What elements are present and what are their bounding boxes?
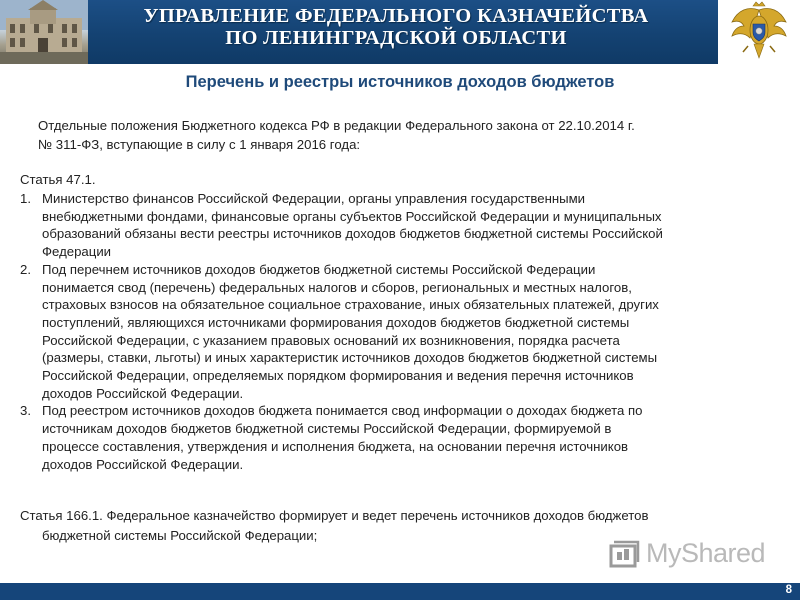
list-item-line: источникам доходов бюджетов бюджетной системы Российской Федерации, формируемой в xyxy=(42,421,612,437)
page-number: 8 xyxy=(785,584,792,596)
list-item-line: (размеры, ставки, льготы) и иных характеристик источников доходов бюджетов бюджетной системы xyxy=(42,350,658,366)
list-item-line: страховых взносов на обязательное социальное страхование, иных обязательных платежей, других xyxy=(42,297,659,313)
list-item-line: доходов Российской Федерации. xyxy=(42,456,244,472)
article-166-line: бюджетной системы Российской Федерации; xyxy=(42,528,318,543)
list-item-number: 1. xyxy=(20,191,31,206)
watermark-text: MyShared xyxy=(646,538,766,568)
list-item xyxy=(20,402,780,473)
list-item-line: поступлений, являющихся источниками формирования доходов бюджетов бюджетной системы xyxy=(42,314,630,330)
slide-title: Перечень и реестры источников доходов бюджетов xyxy=(185,73,615,91)
intro-paragraph xyxy=(38,116,768,154)
list-item xyxy=(20,261,780,403)
article-166-line: Статья 166.1. Федеральное казначейство формирует и ведет перечень источников доходов бюджетов xyxy=(20,508,649,523)
list-item-line: образований обязаны вести реестры источников доходов бюджетов бюджетной системы Российской xyxy=(42,226,663,242)
watermark xyxy=(606,537,766,571)
list-item-line: Российской Федерации, определяемых порядком формирования и ведения перечня источников xyxy=(42,368,634,384)
header-banner xyxy=(0,0,800,64)
list-item-line: Под реестром источников доходов бюджета понимается свод информации о доходах бюджета по xyxy=(42,403,643,419)
list-item-line: Федерации xyxy=(42,244,112,260)
list-item-line: доходов Российской Федерации. xyxy=(42,385,244,401)
list-item-number: 3. xyxy=(20,403,31,419)
list-item-line: внебюджетными фондами, финансовые органы субъектов Российской Федерации и муниципальных xyxy=(42,208,662,224)
intro-line: Отдельные положения Бюджетного кодекса РФ в редакции Федерального закона от 22.10.2014 г. xyxy=(38,118,635,133)
intro-line: № 311-ФЗ, вступающие в силу с 1 января 2016 года: xyxy=(38,137,361,152)
list-item-line: Российской Федерации, с указанием правовых оснований их возникновения, порядка расчета xyxy=(42,332,620,348)
list-item-number: 2. xyxy=(20,261,31,277)
list-item-line: процессе составления, утверждения и исполнения бюджета, на основании перечня источников xyxy=(42,438,629,454)
building-photo-icon xyxy=(0,0,88,64)
organization-title xyxy=(96,5,696,49)
myshared-logo-icon xyxy=(608,538,642,570)
treasury-emblem-icon xyxy=(718,0,800,64)
organization-title-line2: ПО ЛЕНИНГРАДСКОЙ ОБЛАСТИ xyxy=(225,27,567,49)
list-item-line: Министерство финансов Российской Федерации, органы управления государственными xyxy=(42,191,586,206)
list-item-line: Под перечнем источников доходов бюджетов бюджетной системы Российской Федерации xyxy=(42,261,596,277)
article-heading: Статья 47.1. xyxy=(20,172,96,187)
list-item xyxy=(20,190,780,261)
list-item-line: понимается свод (перечень) федеральных налогов и сборов, региональных и местных налогов, xyxy=(42,279,632,295)
organization-title-line1: УПРАВЛЕНИЕ ФЕДЕРАЛЬНОГО КАЗНАЧЕЙСТВА xyxy=(143,5,649,27)
article-items-list xyxy=(20,190,780,473)
footer-bar xyxy=(0,583,800,600)
